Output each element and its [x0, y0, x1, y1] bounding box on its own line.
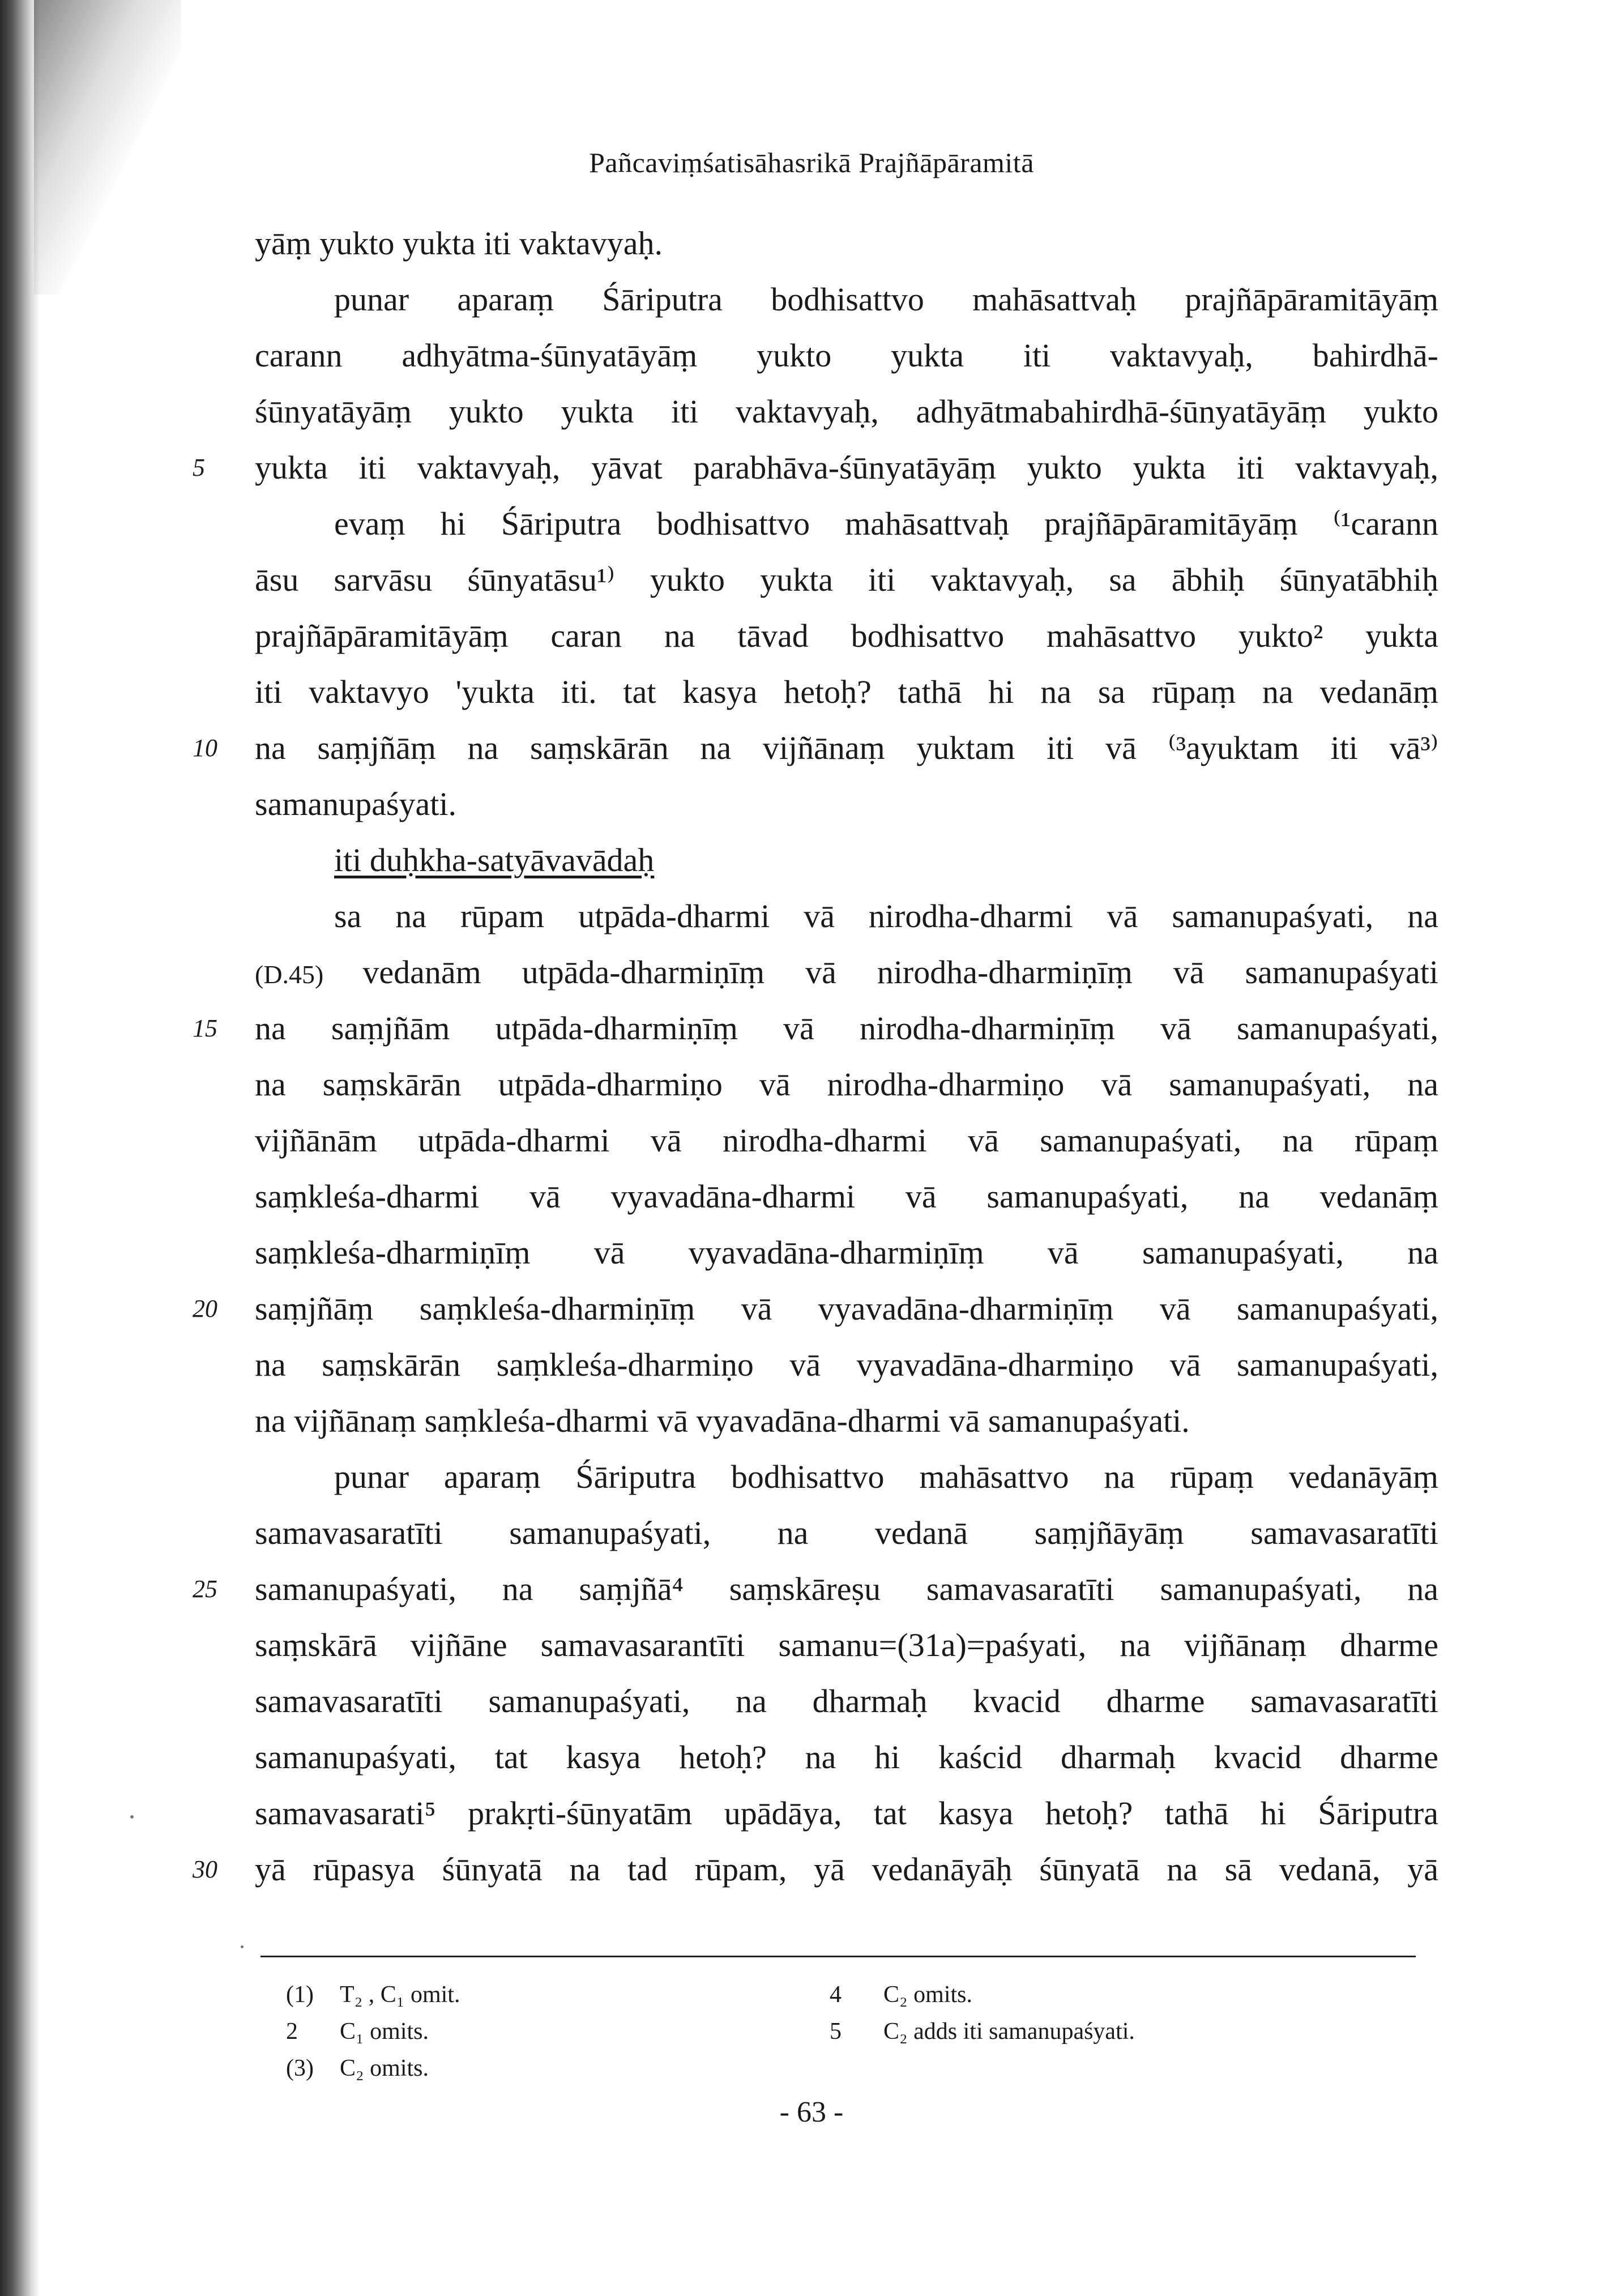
- footnote-row: [286, 1977, 1419, 2013]
- line-text: samavasaratīti samanupaśyati, na vedanā saṃjñāyāṃ samavasaratīti: [255, 1514, 1438, 1551]
- body-text: [193, 215, 1438, 1897]
- line-text: yāṃ yukto yukta iti vaktavyaḥ.: [255, 225, 663, 262]
- line-text: sa na rūpam utpāda-dharmi vā nirodha-dharmi vā samanupaśyati, na: [334, 898, 1438, 934]
- text-line: [255, 1617, 1438, 1673]
- footnote-mark: (1): [286, 1982, 314, 2008]
- footnote-text: C₂ omits.: [883, 1982, 973, 2008]
- page-number: - 63 -: [779, 2096, 844, 2128]
- text-line: [255, 664, 1438, 720]
- text-line: [255, 1673, 1438, 1729]
- footnote: [286, 2055, 429, 2081]
- text-line: [255, 1729, 1438, 1785]
- line-text: samanupaśyati, tat kasya hetoḥ? na hi kaścid dharmaḥ kvacid dharme: [255, 1739, 1438, 1776]
- text-line: [255, 496, 1438, 552]
- text-line: [255, 1224, 1438, 1281]
- footnote: [286, 2018, 429, 2045]
- line-number: 20: [193, 1295, 217, 1322]
- section-heading: iti duḥkha-satyāvavādaḥ: [334, 842, 655, 878]
- footnote-text: C₁ omits.: [340, 2018, 429, 2045]
- text-line: [255, 1393, 1438, 1449]
- text-line: [255, 832, 1438, 888]
- line-text: saṃkleśa-dharmi vā vyavadāna-dharmi vā samanupaśyati, na vedanāṃ: [255, 1178, 1438, 1215]
- text-line: [255, 215, 1438, 271]
- edition-reference: (D.45): [255, 960, 363, 989]
- scan-speck: [130, 1815, 134, 1819]
- text-line: [255, 1505, 1438, 1561]
- line-text: na vijñānaṃ saṃkleśa-dharmi vā vyavadāna-dharmi vā samanupaśyati.: [255, 1402, 1190, 1439]
- text-line: [193, 1000, 1438, 1056]
- text-line: [193, 720, 1438, 776]
- line-text: saṃjñāṃ saṃkleśa-dharmiṇīṃ vā vyavadāna-dharmiṇīṃ vā samanupaśyati,: [255, 1290, 1438, 1327]
- text-line: [255, 888, 1438, 944]
- footnotes: [286, 1977, 1419, 2087]
- line-text: na saṃjñām utpāda-dharmiṇīṃ vā nirodha-dharmiṇīṃ vā samanupaśyati,: [255, 1010, 1438, 1047]
- footnote-text: C₂ adds iti samanupaśyati.: [883, 2018, 1135, 2045]
- footnote: [830, 1977, 972, 2013]
- line-text: saṃkleśa-dharmiṇīṃ vā vyavadāna-dharmiṇīṃ vā samanupaśyati, na: [255, 1234, 1438, 1271]
- line-text: samanupaśyati.: [255, 786, 456, 822]
- line-text: punar aparaṃ Śāriputra bodhisattvo mahāsattvo na rūpaṃ vedanāyāṃ: [334, 1458, 1438, 1495]
- text-line: [255, 944, 1438, 1000]
- footnote-row: [286, 2050, 1419, 2087]
- text-line: [255, 1337, 1438, 1393]
- scan-speck: [241, 1945, 244, 1948]
- line-text: na saṃskārān saṃkleśa-dharmiṇo vā vyavadāna-dharmiṇo vā samanupaśyati,: [255, 1346, 1438, 1383]
- text-line: [255, 271, 1438, 327]
- footnote-mark: (3): [286, 2055, 314, 2081]
- line-text: śūnyatāyāṃ yukto yukta iti vaktavyaḥ, adhyātmabahirdhā-śūnyatāyāṃ yukto: [255, 393, 1438, 430]
- line-text: vedanām utpāda-dharmiṇīṃ vā nirodha-dharmiṇīṃ vā samanupaśyati: [362, 954, 1438, 991]
- text-line: [255, 1168, 1438, 1224]
- line-text: prajñāpāramitāyāṃ caran na tāvad bodhisattvo mahāsattvo yukto² yukta: [255, 617, 1438, 654]
- text-line: [193, 1561, 1438, 1617]
- text-line: [255, 608, 1438, 664]
- text-line: [255, 1112, 1438, 1168]
- line-number: 5: [193, 454, 205, 481]
- text-line: [255, 1449, 1438, 1505]
- running-head: Pañcaviṃśatisāhasrikā Prajñāpāramitā: [589, 147, 1034, 178]
- footnote: [830, 2013, 1135, 2050]
- line-text: iti vaktavyo 'yukta iti. tat kasya hetoḥ? tathā hi na sa rūpaṃ na vedanāṃ: [255, 673, 1438, 710]
- line-text: carann adhyātma-śūnyatāyāṃ yukto yukta iti vaktavyaḥ, bahirdhā-: [255, 337, 1438, 374]
- footnote-text: T₂ , C₁ omit.: [340, 1982, 460, 2008]
- footnote-text: C₂ omits.: [340, 2055, 429, 2081]
- line-text: samavasaratīti samanupaśyati, na dharmaḥ kvacid dharme samavasaratīti: [255, 1683, 1438, 1719]
- text-line: [193, 1281, 1438, 1337]
- footnote-mark: 5: [830, 2018, 842, 2045]
- line-text: vijñānām utpāda-dharmi vā nirodha-dharmi vā samanupaśyati, na rūpaṃ: [255, 1122, 1438, 1159]
- line-text: saṃskārā vijñāne samavasarantīti samanu=(31a)=paśyati, na vijñānaṃ dharme: [255, 1627, 1438, 1663]
- footnote-rule: [260, 1956, 1416, 1957]
- text-line: [255, 1785, 1438, 1841]
- line-number: 30: [193, 1855, 217, 1883]
- line-text: na saṃskārān utpāda-dharmiṇo vā nirodha-dharmiṇo vā samanupaśyati, na: [255, 1066, 1438, 1103]
- line-text: yā rūpasya śūnyatā na tad rūpam, yā vedanāyāḥ śūnyatā na sā vedanā, yā: [255, 1851, 1438, 1888]
- line-text: āsu sarvāsu śūnyatāsu¹⁾ yukto yukta iti vaktavyaḥ, sa ābhiḥ śūnyatābhiḥ: [255, 561, 1438, 598]
- line-text: punar aparaṃ Śāriputra bodhisattvo mahāsattvaḥ prajñāpāramitāyāṃ: [334, 281, 1438, 318]
- line-text: samanupaśyati, na saṃjñā⁴ saṃskāreṣu samavasaratīti samanupaśyati, na: [255, 1571, 1438, 1607]
- line-text: samavasarati⁵ prakṛti-śūnyatām upādāya, tat kasya hetoḥ? tathā hi Śāriputra: [255, 1795, 1438, 1832]
- line-text: yukta iti vaktavyaḥ, yāvat parabhāva-śūnyatāyāṃ yukto yukta iti vaktavyaḥ,: [255, 449, 1438, 486]
- footnote-mark: 4: [830, 1982, 842, 2008]
- line-text: evaṃ hi Śāriputra bodhisattvo mahāsattvaḥ prajñāpāramitāyāṃ ⁽¹carann: [334, 505, 1438, 542]
- footnote: [286, 1982, 460, 2008]
- footnote-mark: 2: [286, 2018, 298, 2045]
- text-line: [255, 776, 1438, 832]
- text-line: [255, 552, 1438, 608]
- text-line: [255, 327, 1438, 383]
- line-text: na saṃjñāṃ na saṃskārān na vijñānaṃ yuktam iti vā ⁽³ayuktam iti vā³⁾: [255, 729, 1438, 766]
- text-line: [255, 383, 1438, 439]
- binding-shadow: [0, 0, 40, 2296]
- text-line: [193, 439, 1438, 496]
- line-number: 10: [193, 734, 217, 762]
- line-number: 25: [193, 1575, 217, 1603]
- text-line: [255, 1056, 1438, 1112]
- footnote-row: [286, 2013, 1419, 2050]
- line-number: 15: [193, 1014, 217, 1042]
- text-line: [193, 1841, 1438, 1897]
